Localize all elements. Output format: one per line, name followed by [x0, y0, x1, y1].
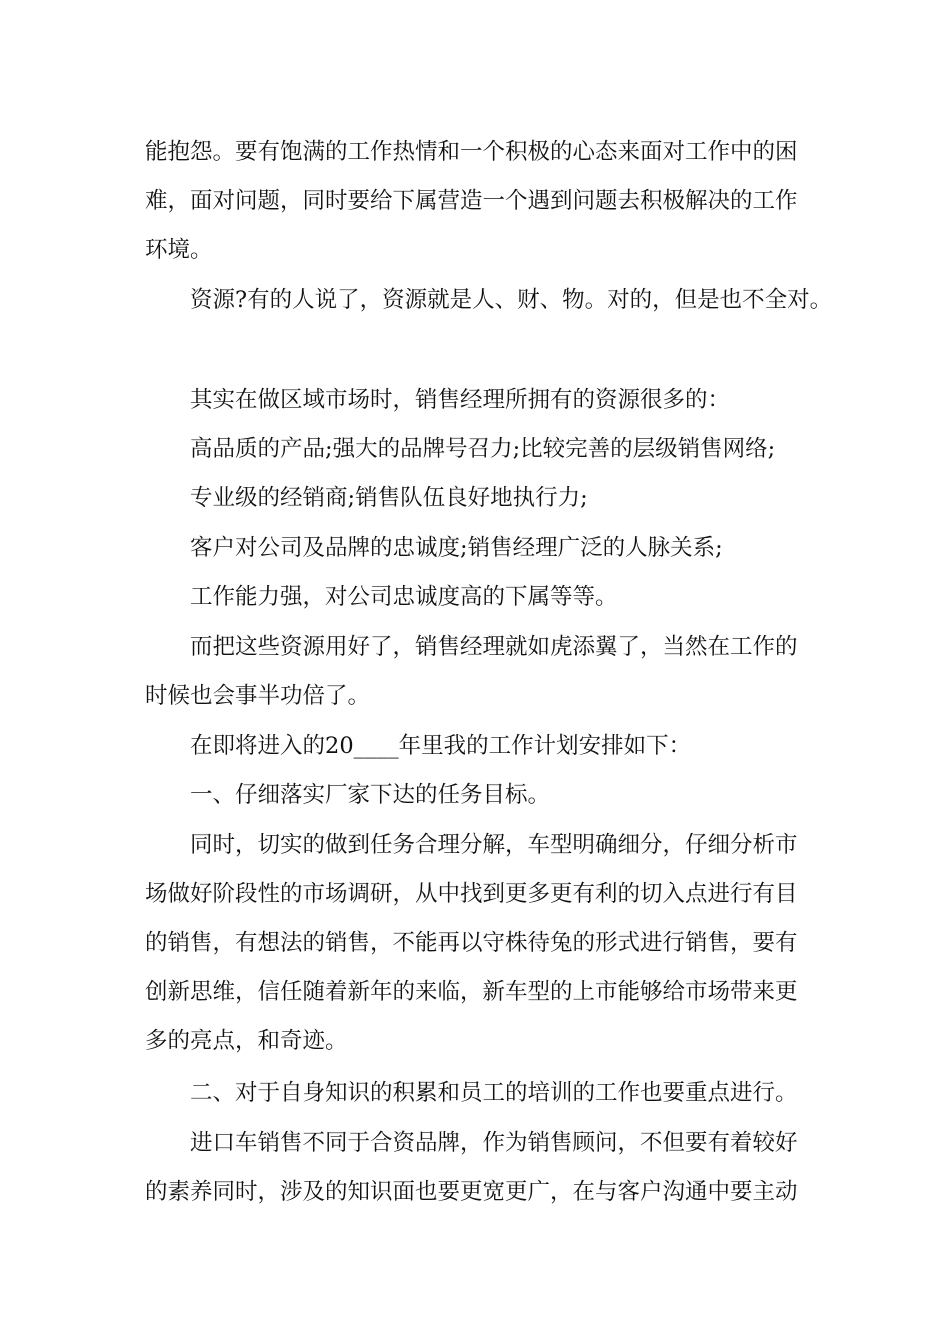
heading-item-one: [145, 771, 815, 820]
paragraph-use-resources: [145, 623, 815, 721]
paragraph-work-plan-intro: [145, 722, 815, 771]
text-line: 在即将进入的20____年里我的工作计划安排如下：: [190, 733, 692, 759]
text-line: 创新思维，信任随着新年的来临，新车型的上市能够给市场带来更: [145, 979, 798, 1005]
text-line: 时候也会事半功倍了。: [145, 683, 371, 709]
text-line: 能抱怨。要有饱满的工作热情和一个积极的心态来面对工作中的困: [145, 139, 798, 165]
text-line: 其实在做区域市场时，销售经理所拥有的资源很多的：: [190, 387, 731, 413]
text-line: 的销售，有想法的销售，不能再以守株待兔的形式进行销售，要有: [145, 930, 798, 956]
text-line: 二、对于自身知识的积累和员工的培训的工作也要重点进行。: [190, 1080, 798, 1106]
paragraph-item-two-detail: [145, 1119, 815, 1217]
paragraph-resource-list-1: [145, 425, 815, 474]
paragraph-resource-list-2: [145, 474, 815, 523]
paragraph-item-one-detail: [145, 821, 815, 1066]
heading-item-two: [145, 1069, 815, 1118]
text-line: 同时，切实的做到任务合理分解，车型明确细分，仔细分析市: [190, 832, 798, 858]
text-line: 进口车销售不同于合资品牌，作为销售顾问，不但要有着较好: [190, 1130, 798, 1156]
text-line: 工作能力强，对公司忠诚度高的下属等等。: [190, 584, 618, 610]
text-line: 场做好阶段性的市场调研，从中找到更多更有利的切入点进行有目: [145, 881, 798, 907]
text-line: 的素养同时，涉及的知识面也要更宽更广，在与客户沟通中要主动: [145, 1179, 798, 1205]
text-line: 而把这些资源用好了，销售经理就如虎添翼了，当然在工作的: [190, 634, 798, 660]
text-line: 多的亮点，和奇迹。: [145, 1028, 348, 1054]
paragraph-work-attitude: [145, 128, 815, 275]
text-line: 高品质的产品;强大的品牌号召力;比较完善的层级销售网络;: [190, 436, 776, 462]
paragraph-resource-list-3: [145, 524, 815, 573]
paragraph-resource-list-4: [145, 573, 815, 622]
text-line: 资源?有的人说了，资源就是人、财、物。对的，但是也不全对。: [190, 287, 833, 313]
text-line: 客户对公司及品牌的忠诚度;销售经理广泛的人脉关系;: [190, 535, 723, 561]
text-line: 一、仔细落实厂家下达的任务目标。: [190, 782, 551, 808]
paragraph-regional-resources: [145, 376, 815, 425]
text-line: 难，面对问题，同时要给下属营造一个遇到问题去积极解决的工作: [145, 188, 798, 214]
paragraph-resources-question: [145, 276, 833, 325]
text-line: 专业级的经销商;销售队伍良好地执行力;: [190, 485, 588, 511]
text-line: 环境。: [145, 237, 213, 263]
